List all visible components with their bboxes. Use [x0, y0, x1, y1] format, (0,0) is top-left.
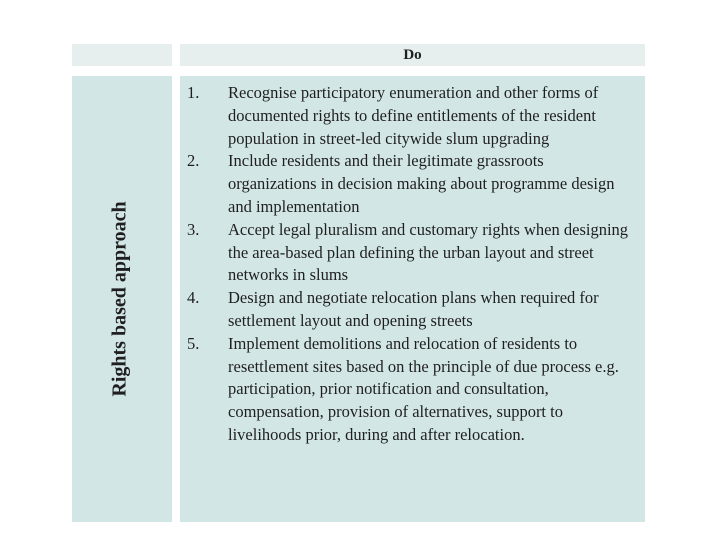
list-item: [180, 82, 645, 150]
list-item-text: Accept legal pluralism and customary rights when designing the area-based plan defining the urban layout and street networks in slums: [228, 219, 629, 285]
list-item: [180, 219, 645, 287]
list-item-number: 5.: [187, 333, 200, 353]
list-item-number: 4.: [187, 288, 200, 308]
header-cell: [180, 44, 645, 66]
row-label-rights-based-approach: Rights based approach: [108, 201, 131, 397]
list-item-number: 2.: [187, 151, 200, 171]
do-list: [180, 82, 645, 447]
column-header-do: Do: [403, 46, 422, 63]
header-blank-cell: [72, 44, 172, 66]
list-item-text: Include residents and their legitimate grassroots organizations in decision making about programme design and implementation: [228, 151, 615, 216]
content-cell: [180, 76, 645, 522]
list-item: [180, 150, 645, 218]
list-item-text: Recognise participatory enumeration and other forms of documented rights to define entitlements of the resident population in street-led citywide slum upgrading: [228, 83, 599, 148]
list-item-number: 3.: [187, 219, 200, 239]
list-item: [180, 287, 645, 333]
list-item-text: Design and negotiate relocation plans when required for settlement layout and opening streets: [228, 288, 599, 330]
list-item-text: Implement demolitions and relocation of residents to resettlement sites based on the principle of due process e.g. participation, prior notification and consultation, compensation, provision of alternatives, support to livelihoods prior, during and after relocation.: [228, 333, 619, 444]
list-item: [180, 333, 645, 447]
list-item-number: 1.: [187, 83, 200, 102]
